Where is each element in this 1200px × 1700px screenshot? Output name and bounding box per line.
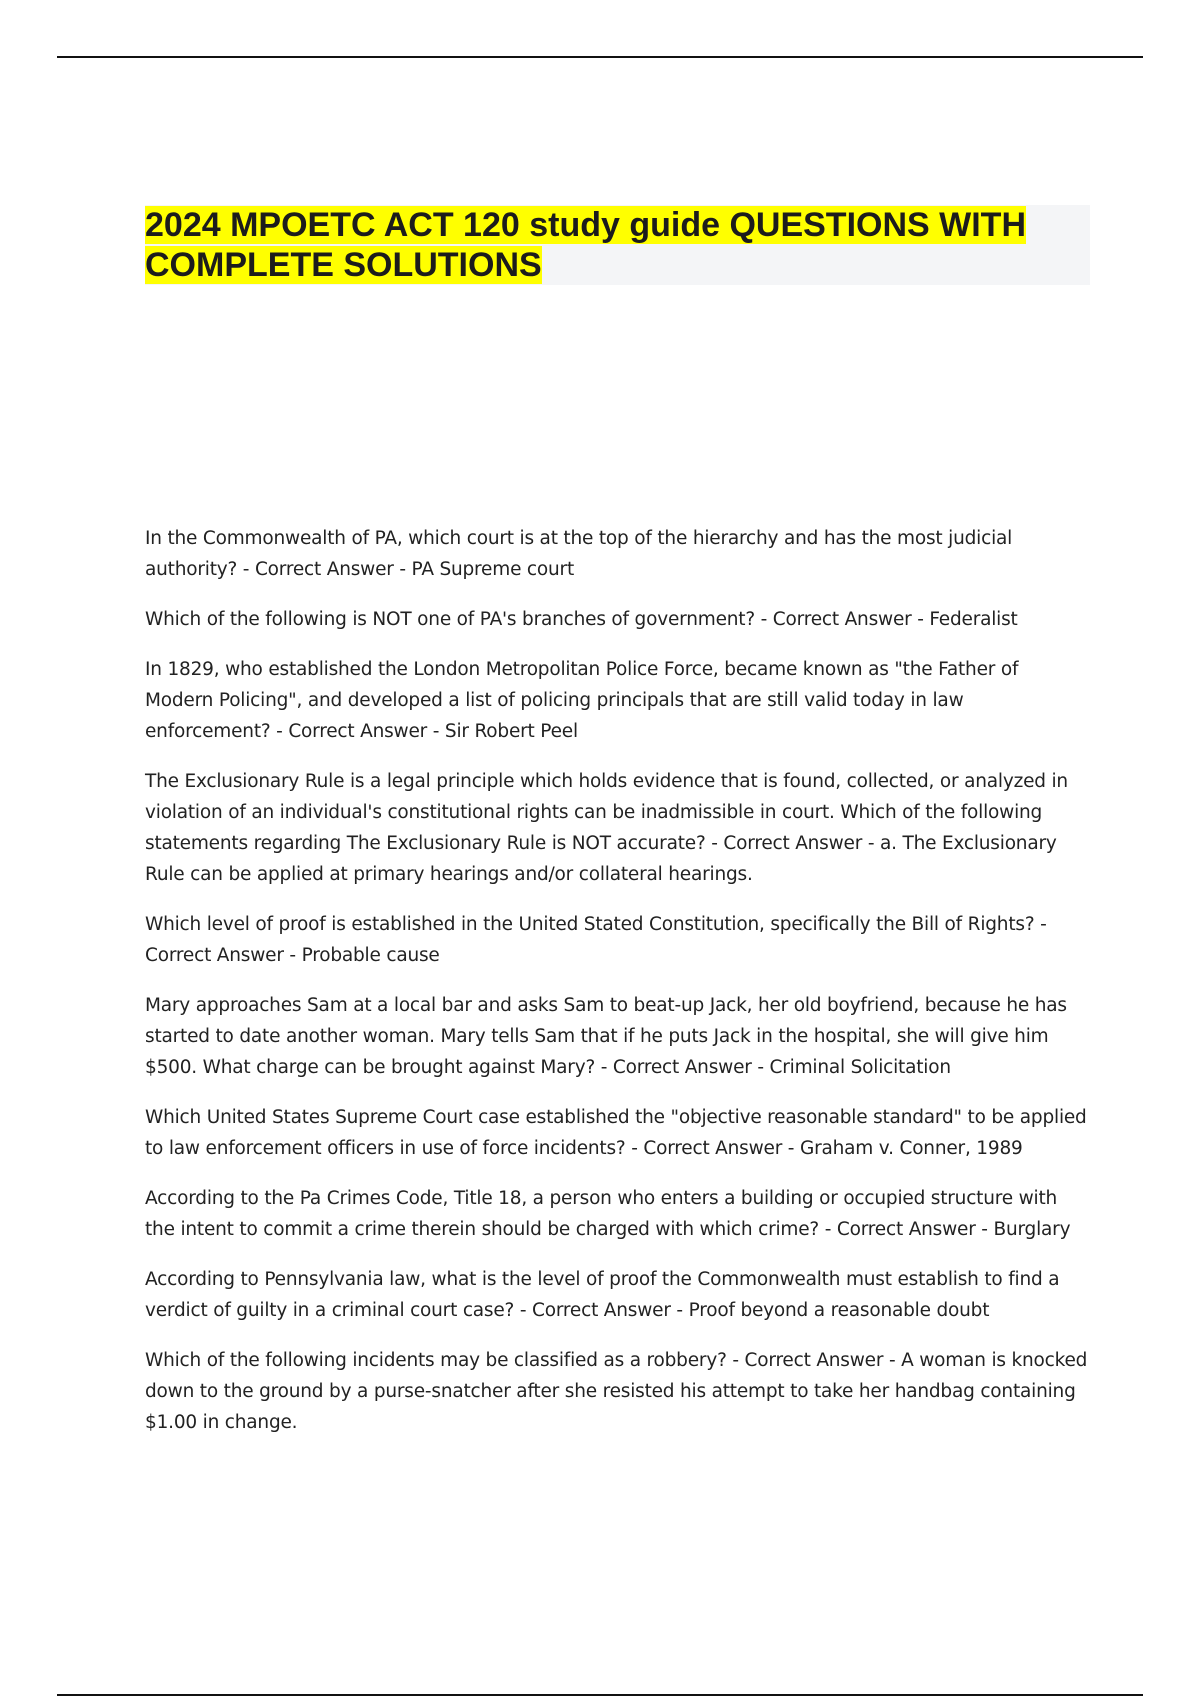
- qa-item: Mary approaches Sam at a local bar and asks Sam to beat-up Jack, her old boyfriend, because he has started to date another woman. Mary tells Sam that if he puts Jack in the hospital, she will give him $500. What charge can be brought against Mary? - Correct Answer - Criminal Solicitation: [145, 995, 1067, 1078]
- header-rule: [57, 56, 1143, 58]
- title-highlight: 2024 MPOETC ACT 120 study guide QUESTIONS WITH COMPLETE SOLUTIONS: [145, 206, 1026, 284]
- qa-item: According to the Pa Crimes Code, Title 18, a person who enters a building or occupied structure with the intent to commit a crime therein should be charged with which crime? - Correct Answer - Burglary: [145, 1188, 1071, 1240]
- qa-item: Which level of proof is established in the United Stated Constitution, specifically the Bill of Rights? - Correct Answer - Probable cause: [145, 914, 1047, 966]
- document-title: [145, 205, 1090, 285]
- qa-item: According to Pennsylvania law, what is the level of proof the Commonwealth must establish to find a verdict of guilty in a criminal court case? - Correct Answer - Proof beyond a reasonable doubt: [145, 1269, 1060, 1321]
- qa-list: [145, 523, 1090, 1457]
- footer-rule: [57, 1694, 1143, 1696]
- qa-item: Which of the following incidents may be classified as a robbery? - Correct Answer - A woman is knocked down to the ground by a purse-snatcher after she resisted his attempt to take her handbag containing $1.00 in change.: [145, 1350, 1088, 1433]
- qa-item: In 1829, who established the London Metropolitan Police Force, became known as "the Father of Modern Policing", and developed a list of policing principals that are still valid today in law enforcement? - Correct Answer - Sir Robert Peel: [145, 659, 1019, 742]
- qa-item: Which United States Supreme Court case established the "objective reasonable standard" to be applied to law enforcement officers in use of force incidents? - Correct Answer - Graham v. Conner, 1989: [145, 1107, 1087, 1159]
- title-block: [145, 205, 1090, 285]
- qa-item: The Exclusionary Rule is a legal principle which holds evidence that is found, collected, or analyzed in violation of an individual's constitutional rights can be inadmissible in court. Which of the following statements regarding The Exclusionary Rule is NOT accurate? - Correct Answer - a. The Exclusionary Rule can be applied at primary hearings and/or collateral hearings.: [145, 771, 1068, 885]
- qa-item: In the Commonwealth of PA, which court is at the top of the hierarchy and has the most judicial authority? - Correct Answer - PA Supreme court: [145, 528, 1013, 580]
- qa-item: Which of the following is NOT one of PA's branches of government? - Correct Answer - Federalist: [145, 609, 1018, 630]
